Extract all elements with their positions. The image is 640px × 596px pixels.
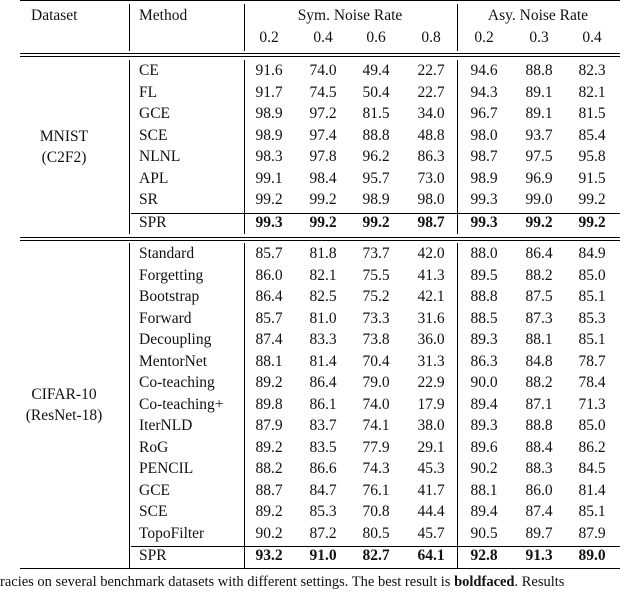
table-cell: 95.7 bbox=[362, 169, 390, 187]
table-cell: 84.5 bbox=[578, 460, 606, 477]
table-cell: 88.1 bbox=[525, 331, 553, 348]
table-cell: 70.4 bbox=[362, 352, 390, 370]
vline-method bbox=[129, 60, 130, 234]
header-sym-rate: 0.6 bbox=[366, 29, 386, 46]
header-asy-group: Asy. Noise Rate bbox=[487, 7, 589, 24]
dataset-name: CIFAR-10 bbox=[31, 386, 97, 404]
best-cell: 99.2 bbox=[309, 213, 337, 231]
table-cell: 98.7 bbox=[470, 148, 498, 165]
table-cell: 78.7 bbox=[578, 352, 606, 370]
table-cell: 99.1 bbox=[255, 169, 283, 187]
table-cell: 42.1 bbox=[417, 288, 445, 305]
table-cell: 91.7 bbox=[255, 83, 283, 101]
best-cell: 99.3 bbox=[470, 213, 498, 231]
table-cell: 88.2 bbox=[525, 374, 553, 391]
vline-method bbox=[129, 243, 130, 568]
table-cell: 73.7 bbox=[362, 245, 390, 262]
best-cell: 99.3 bbox=[255, 213, 283, 231]
table-cell: 90.5 bbox=[470, 524, 498, 542]
table-cell: 29.1 bbox=[417, 438, 445, 456]
method-name: IterNLD bbox=[139, 417, 193, 434]
table-cell: 81.4 bbox=[309, 352, 337, 370]
best-method-name: SPR bbox=[139, 213, 167, 231]
table-cell: 85.3 bbox=[309, 503, 337, 520]
table-caption bbox=[0, 574, 640, 591]
method-name: GCE bbox=[139, 481, 170, 499]
table-cell: 22.7 bbox=[417, 83, 445, 101]
header-dataset: Dataset bbox=[31, 7, 78, 24]
table-cell: 87.4 bbox=[525, 503, 553, 520]
table-cell: 89.2 bbox=[255, 503, 283, 520]
table-cell: 85.4 bbox=[578, 126, 606, 144]
table-cell: 87.4 bbox=[255, 331, 283, 348]
table-cell: 48.8 bbox=[417, 126, 445, 144]
table-cell: 89.1 bbox=[525, 105, 553, 122]
dataset-name: MNIST bbox=[39, 128, 89, 145]
table-cell: 74.1 bbox=[362, 417, 390, 434]
table-cell: 22.7 bbox=[417, 62, 445, 79]
header-sym-group: Sym. Noise Rate bbox=[297, 7, 403, 24]
table-cell: 89.3 bbox=[470, 331, 498, 348]
table-cell: 41.7 bbox=[417, 481, 445, 499]
table-cell: 89.4 bbox=[470, 503, 498, 520]
table-cell: 97.4 bbox=[309, 126, 337, 144]
table-cell: 78.4 bbox=[578, 374, 606, 391]
table-cell: 45.7 bbox=[417, 524, 445, 542]
table-cell: 90.2 bbox=[255, 524, 283, 542]
table-cell: 71.3 bbox=[578, 395, 606, 413]
dataset-model: (C2F2) bbox=[41, 149, 87, 166]
table-cell: 85.7 bbox=[255, 309, 283, 327]
table-cell: 86.0 bbox=[255, 266, 283, 284]
table-cell: 88.8 bbox=[470, 288, 498, 305]
method-name: SR bbox=[139, 191, 158, 208]
table-cell: 89.3 bbox=[470, 417, 498, 434]
table-cell: 79.0 bbox=[362, 374, 390, 391]
best-cell: 99.2 bbox=[578, 213, 606, 231]
table-cell: 85.3 bbox=[578, 309, 606, 327]
table-cell: 22.9 bbox=[417, 374, 445, 391]
table-cell: 89.6 bbox=[470, 438, 498, 456]
table-cell: 84.7 bbox=[309, 481, 337, 499]
method-name: GCE bbox=[139, 105, 170, 122]
table-cell: 81.5 bbox=[578, 105, 606, 122]
method-name: CE bbox=[139, 62, 159, 79]
table-cell: 83.7 bbox=[309, 417, 337, 434]
header-sym-rate: 0.2 bbox=[259, 29, 279, 46]
table-cell: 99.2 bbox=[309, 191, 337, 208]
header-bottom-rule-1 bbox=[20, 53, 620, 54]
header-sym-rate: 0.4 bbox=[313, 29, 333, 46]
best-cell: 93.2 bbox=[255, 547, 283, 564]
method-name: SCE bbox=[139, 503, 168, 520]
table-cell: 74.3 bbox=[362, 460, 390, 477]
method-name: APL bbox=[139, 169, 169, 187]
table-cell: 90.0 bbox=[470, 374, 498, 391]
best-cell: 92.8 bbox=[470, 547, 498, 564]
method-name: TopoFilter bbox=[139, 524, 205, 542]
table-cell: 98.9 bbox=[255, 105, 283, 122]
best-cell: 91.0 bbox=[309, 547, 337, 564]
vline-asy bbox=[457, 60, 458, 234]
table-cell: 98.0 bbox=[470, 126, 498, 144]
table-cell: 81.0 bbox=[309, 309, 337, 327]
table-cell: 80.5 bbox=[362, 524, 390, 542]
table-cell: 85.1 bbox=[578, 331, 606, 348]
vline-header-asy bbox=[457, 4, 458, 51]
table-cell: 45.3 bbox=[417, 460, 445, 477]
method-name: RoG bbox=[139, 438, 169, 456]
table-cell: 88.8 bbox=[525, 62, 553, 79]
table-cell: 83.3 bbox=[309, 331, 337, 348]
table-cell: 88.2 bbox=[525, 266, 553, 284]
vline-header-values bbox=[244, 4, 245, 51]
table-cell: 97.5 bbox=[525, 148, 553, 165]
table-cell: 87.3 bbox=[525, 309, 553, 327]
table-cell: 98.9 bbox=[470, 169, 498, 187]
table-cell: 88.8 bbox=[525, 417, 553, 434]
method-name: Forgetting bbox=[139, 266, 204, 284]
table-cell: 50.4 bbox=[362, 83, 390, 101]
table-cell: 86.6 bbox=[309, 460, 337, 477]
table-cell: 89.8 bbox=[255, 395, 283, 413]
table-cell: 36.0 bbox=[417, 331, 445, 348]
table-cell: 81.8 bbox=[309, 245, 337, 262]
table-cell: 88.1 bbox=[470, 481, 498, 499]
table-cell: 88.7 bbox=[255, 481, 283, 499]
header-bottom-rule-2 bbox=[20, 56, 620, 57]
table-cell: 90.2 bbox=[470, 460, 498, 477]
method-name: MentorNet bbox=[139, 352, 208, 370]
table-cell: 41.3 bbox=[417, 266, 445, 284]
table-cell: 82.5 bbox=[309, 288, 337, 305]
best-cell: 89.0 bbox=[578, 547, 606, 564]
table-cell: 85.0 bbox=[578, 417, 606, 434]
best-cell: 99.2 bbox=[525, 213, 553, 231]
table-cell: 85.7 bbox=[255, 245, 283, 262]
dataset-model: (ResNet-18) bbox=[25, 407, 103, 425]
vline-asy bbox=[457, 243, 458, 568]
table-cell: 91.6 bbox=[255, 62, 283, 79]
table-cell: 89.2 bbox=[255, 438, 283, 456]
header-asy-rate: 0.2 bbox=[474, 29, 494, 46]
section-rule-1 bbox=[20, 237, 620, 238]
table-cell: 98.3 bbox=[255, 148, 283, 165]
table-cell: 74.5 bbox=[309, 83, 337, 101]
bottom-rule bbox=[20, 568, 620, 569]
vline-header-method bbox=[129, 4, 130, 51]
table-cell: 98.4 bbox=[309, 169, 337, 187]
table-cell: 75.2 bbox=[362, 288, 390, 305]
table-cell: 97.8 bbox=[309, 148, 337, 165]
table-cell: 98.9 bbox=[362, 191, 390, 208]
table-cell: 95.8 bbox=[578, 148, 606, 165]
table-cell: 85.1 bbox=[578, 288, 606, 305]
table-cell: 49.4 bbox=[362, 62, 390, 79]
table-cell: 73.0 bbox=[417, 169, 445, 187]
table-cell: 84.8 bbox=[525, 352, 553, 370]
method-name: Co-teaching+ bbox=[139, 395, 224, 413]
table-cell: 89.5 bbox=[470, 266, 498, 284]
table-cell: 42.0 bbox=[417, 245, 445, 262]
caption-suffix: . Results bbox=[514, 574, 565, 590]
top-rule bbox=[20, 0, 620, 1]
table-cell: 85.1 bbox=[578, 503, 606, 520]
table-cell: 86.4 bbox=[525, 245, 553, 262]
table-cell: 91.5 bbox=[578, 169, 606, 187]
table-cell: 87.1 bbox=[525, 395, 553, 413]
table-cell: 88.1 bbox=[255, 352, 283, 370]
table-cell: 87.9 bbox=[255, 417, 283, 434]
table-cell: 87.2 bbox=[309, 524, 337, 542]
table-cell: 73.8 bbox=[362, 331, 390, 348]
table-cell: 85.0 bbox=[578, 266, 606, 284]
table-cell: 74.0 bbox=[362, 395, 390, 413]
caption-prefix: racies on several benchmark datasets with different settings. The best result is bbox=[0, 574, 455, 590]
table-cell: 96.9 bbox=[525, 169, 553, 187]
table-cell: 82.1 bbox=[578, 83, 606, 101]
table-cell: 87.5 bbox=[525, 288, 553, 305]
table-cell: 82.3 bbox=[578, 62, 606, 79]
header-asy-rate: 0.4 bbox=[582, 29, 602, 46]
table-cell: 99.0 bbox=[525, 191, 553, 208]
table-cell: 31.3 bbox=[417, 352, 445, 370]
table-cell: 88.4 bbox=[525, 438, 553, 456]
table-cell: 86.0 bbox=[525, 481, 553, 499]
method-name: FL bbox=[139, 83, 158, 101]
method-name: Decoupling bbox=[139, 331, 212, 348]
table-cell: 97.2 bbox=[309, 105, 337, 122]
method-name: PENCIL bbox=[139, 460, 194, 477]
section-rule-2 bbox=[20, 240, 620, 241]
table-cell: 89.1 bbox=[525, 83, 553, 101]
best-cell: 99.2 bbox=[362, 213, 390, 231]
table-cell: 96.2 bbox=[362, 148, 390, 165]
table-cell: 89.4 bbox=[470, 395, 498, 413]
table-cell: 89.7 bbox=[525, 524, 553, 542]
table-cell: 82.1 bbox=[309, 266, 337, 284]
method-name: Standard bbox=[139, 245, 195, 262]
method-name: SCE bbox=[139, 126, 168, 144]
table-cell: 93.7 bbox=[525, 126, 553, 144]
table-cell: 34.0 bbox=[417, 105, 445, 122]
table-cell: 86.2 bbox=[578, 438, 606, 456]
table-cell: 88.0 bbox=[470, 245, 498, 262]
table-cell: 81.4 bbox=[578, 481, 606, 499]
table-cell: 83.5 bbox=[309, 438, 337, 456]
table-cell: 98.9 bbox=[255, 126, 283, 144]
best-method-name: SPR bbox=[139, 547, 167, 564]
best-cell: 91.3 bbox=[525, 547, 553, 564]
table-cell: 70.8 bbox=[362, 503, 390, 520]
table-cell: 94.3 bbox=[470, 83, 498, 101]
header-method: Method bbox=[139, 7, 188, 24]
table-cell: 88.5 bbox=[470, 309, 498, 327]
table-cell: 94.6 bbox=[470, 62, 498, 79]
method-name: Co-teaching bbox=[139, 374, 215, 391]
table-cell: 84.9 bbox=[578, 245, 606, 262]
table-cell: 98.0 bbox=[417, 191, 445, 208]
best-cell: 82.7 bbox=[362, 547, 390, 564]
table-cell: 81.5 bbox=[362, 105, 390, 122]
table-cell: 77.9 bbox=[362, 438, 390, 456]
table-cell: 44.4 bbox=[417, 503, 445, 520]
table-cell: 99.2 bbox=[255, 191, 283, 208]
method-name: Forward bbox=[139, 309, 192, 327]
caption-bold: boldfaced bbox=[454, 574, 515, 590]
table-cell: 76.1 bbox=[362, 481, 390, 499]
table-cell: 86.4 bbox=[309, 374, 337, 391]
table-cell: 88.2 bbox=[255, 460, 283, 477]
table-cell: 86.4 bbox=[255, 288, 283, 305]
table-cell: 86.3 bbox=[417, 148, 445, 165]
header-asy-rate: 0.3 bbox=[529, 29, 549, 46]
method-name: Bootstrap bbox=[139, 288, 200, 305]
table-cell: 88.8 bbox=[362, 126, 390, 144]
table-cell: 86.1 bbox=[309, 395, 337, 413]
method-name: NLNL bbox=[139, 148, 181, 165]
table-cell: 96.7 bbox=[470, 105, 498, 122]
table-cell: 89.2 bbox=[255, 374, 283, 391]
table-cell: 99.2 bbox=[578, 191, 606, 208]
table-cell: 17.9 bbox=[417, 395, 445, 413]
table-cell: 75.5 bbox=[362, 266, 390, 284]
table-cell: 73.3 bbox=[362, 309, 390, 327]
table-cell: 74.0 bbox=[309, 62, 337, 79]
table-cell: 31.6 bbox=[417, 309, 445, 327]
table-cell: 88.3 bbox=[525, 460, 553, 477]
table-cell: 87.9 bbox=[578, 524, 606, 542]
header-sym-rate: 0.8 bbox=[421, 29, 441, 46]
table-cell: 86.3 bbox=[470, 352, 498, 370]
table-cell: 99.3 bbox=[470, 191, 498, 208]
best-cell: 64.1 bbox=[417, 547, 445, 564]
table-cell: 38.0 bbox=[417, 417, 445, 434]
best-cell: 98.7 bbox=[417, 213, 445, 231]
